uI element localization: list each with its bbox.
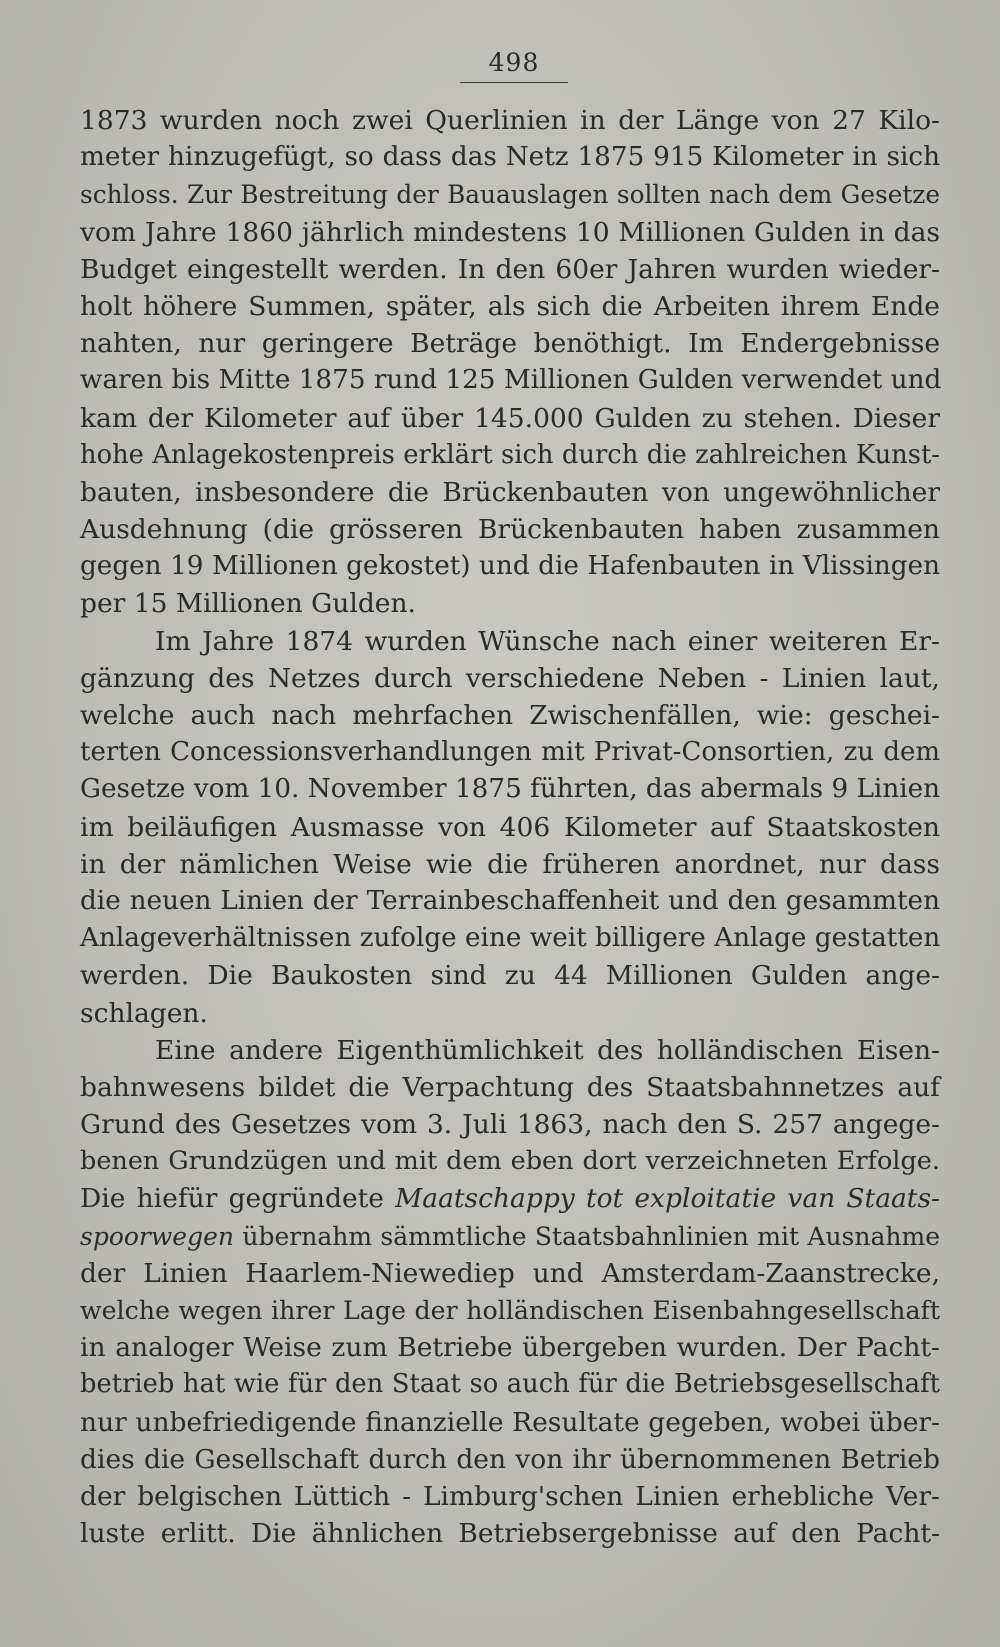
text-line: nahten, nur geringere Beträge benöthigt. Im Endergebnisse xyxy=(80,328,940,360)
text-line: welche auch nach mehrfachen Zwischenfällen, wie: geschei- xyxy=(80,700,940,731)
text-line: der belgischen Lüttich - Limburg'schen Linien erhebliche Ver- xyxy=(80,1480,940,1512)
text-line: dies die Gesellschaft durch den von ihr übernommenen Betrieb xyxy=(80,1443,940,1475)
body-text xyxy=(80,102,940,1552)
text-line: in analoger Weise zum Betriebe übergeben wurden. Der Pacht- xyxy=(80,1332,940,1364)
text-line: betrieb hat wie für den Staat so auch für die Betriebsgesellschaft xyxy=(80,1369,940,1400)
text-line: Budget eingestellt werden. In den 60er Jahren wurden wieder- xyxy=(80,253,940,285)
text-line: im beiläufigen Ausmasse von 406 Kilometer auf Staatskosten xyxy=(80,811,940,843)
text-line: der Linien Haarlem-Niewediep und Amsterdam-Zaanstrecke, xyxy=(80,1257,940,1289)
italic-company-name: Maatschappy tot exploitatie van Staats- xyxy=(395,1183,940,1215)
page-number: 498 xyxy=(460,48,568,83)
text-line: bahnwesens bildet die Verpachtung des Staatsbahnnetzes auf xyxy=(80,1071,940,1103)
text-line: Im Jahre 1874 wurden Wünsche nach einer weiteren Er- xyxy=(155,625,940,657)
text-line: waren bis Mitte 1875 rund 125 Millionen Gulden verwendet und xyxy=(80,365,942,396)
text-line: in der nämlichen Weise wie die früheren anordnet, nur dass xyxy=(80,848,940,880)
text-line: gänzung des Netzes durch verschiedene Neben - Linien laut, xyxy=(80,662,940,694)
text-line: meter hinzugefügt, so dass das Netz 1875 915 Kilometer in sich xyxy=(80,142,940,173)
text-line: nur unbefriedigende finanzielle Resultate gegeben, wobei über- xyxy=(80,1406,940,1438)
text-line: gegen 19 Millionen gekostet) und die Hafenbauten in Vlissingen xyxy=(80,551,940,582)
text-line: per 15 Millionen Gulden. xyxy=(80,588,416,620)
text-line: holt höhere Summen, später, als sich die Arbeiten ihrem Ende xyxy=(80,290,940,322)
text-line: Gesetze vom 10. November 1875 führten, das abermals 9 Linien xyxy=(80,774,941,805)
text-line: Ausdehnung (die grösseren Brückenbauten haben zusammen xyxy=(80,514,940,546)
italic-company-name: spoorwegen xyxy=(80,1221,234,1251)
text-line: hohe Anlagekostenpreis erklärt sich durch die zahlreichen Kunst- xyxy=(80,439,940,470)
text-line: Grund des Gesetzes vom 3. Juli 1863, nach den S. 257 angege- xyxy=(80,1109,940,1141)
text-line: werden. Die Baukosten sind zu 44 Millionen Gulden ange- xyxy=(80,960,940,992)
text-line: luste erlitt. Die ähnlichen Betriebsergebnisse auf den Pacht- xyxy=(80,1518,940,1550)
text-line xyxy=(80,1180,940,1217)
text-line: vom Jahre 1860 jährlich mindestens 10 Millionen Gulden in das xyxy=(80,216,940,248)
paragraph-2 xyxy=(80,623,940,1032)
text-line: schloss. Zur Bestreitung der Bauauslagen sollten nach dem Gesetze xyxy=(80,180,940,210)
text-line: bauten, insbesondere die Brückenbauten von ungewöhnlicher xyxy=(80,476,940,508)
text-line: die neuen Linien der Terrainbeschaffenheit und den gesammten xyxy=(80,885,940,916)
paragraph-1 xyxy=(80,102,940,623)
text-line: 1873 wurden noch zwei Querlinien in der Länge von 27 Kilo- xyxy=(80,105,940,136)
text-fragment: spoorwegen übernahm sämmtliche Staatsbahnlinien mit Ausnahme xyxy=(80,1221,940,1251)
text-line: Anlageverhältnissen zufolge eine weit billigere Anlage gestatten xyxy=(80,923,941,954)
paragraph-3 xyxy=(80,1032,940,1553)
text-line: benen Grundzügen und mit dem eben dort verzeichneten Erfolge. xyxy=(80,1146,940,1177)
text-line: Eine andere Eigenthümlichkeit des holländischen Eisen- xyxy=(155,1034,940,1066)
text-line: welche wegen ihrer Lage der holländischen Eisenbahngesellschaft xyxy=(80,1296,940,1325)
text-line: schlagen. xyxy=(80,997,208,1029)
text-line: kam der Kilometer auf über 145.000 Gulden zu stehen. Dieser xyxy=(80,402,940,434)
text-line xyxy=(80,1218,940,1255)
text-line: terten Concessionsverhandlungen mit Privat-Consortien, zu dem xyxy=(80,737,940,768)
text-fragment: Die hiefür gegründete Maatschappy tot exploitatie van Staats- xyxy=(80,1183,940,1215)
